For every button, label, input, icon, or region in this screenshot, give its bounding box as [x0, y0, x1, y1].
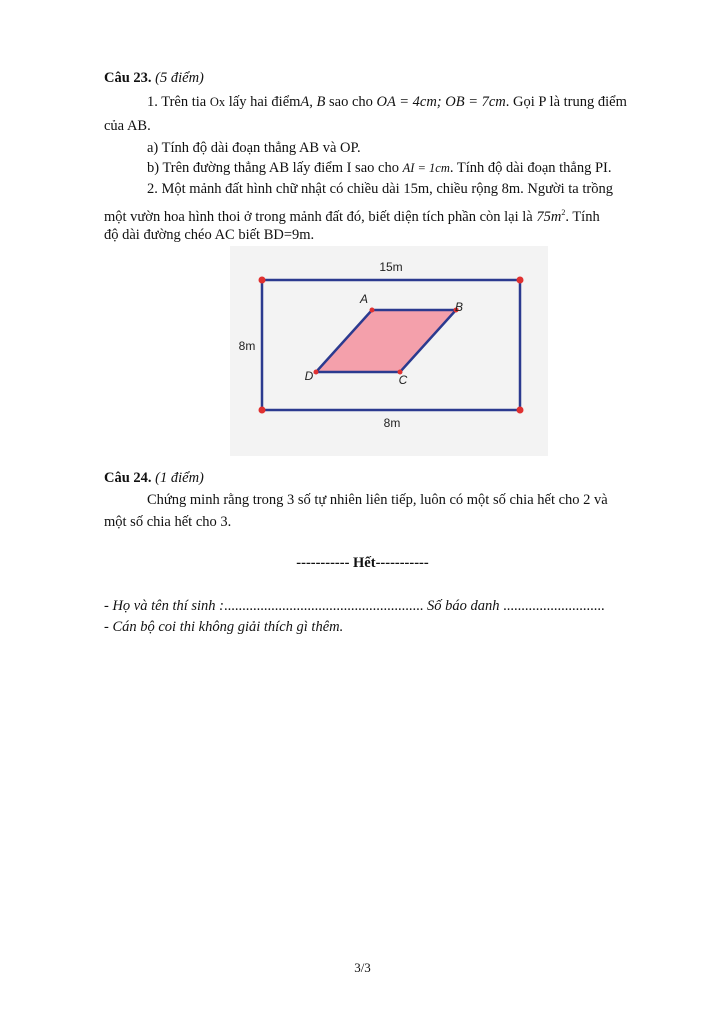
q24-points: (1 điểm)	[155, 470, 204, 486]
end-marker	[0, 554, 725, 572]
q23-points: (5 điểm)	[155, 70, 204, 86]
q23-p1-text-d: . Gọi P là trung điểm	[505, 94, 627, 110]
label-top-15m: 15m	[379, 260, 403, 274]
end-text: Hết	[353, 555, 376, 571]
footer-name-label: - Họ và tên thí sinh :	[104, 598, 225, 614]
footer-line2: - Cán bộ coi thi không giải thích gì thêm.	[104, 619, 344, 635]
footer-id-label: Số báo danh	[427, 598, 500, 614]
q23-part1-line2: của AB.	[104, 118, 151, 134]
q23-part2-line3: độ dài đường chéo AC biết BD=9m.	[104, 227, 315, 243]
point-d-dot	[314, 370, 319, 375]
q23-p1-ox: Ox	[209, 95, 226, 109]
figure-svg	[230, 246, 548, 456]
q23-part2-line1: 2. Một mảnh đất hình chữ nhật có chiều dài 15m, chiều rộng 8m. Người ta trồng	[147, 181, 613, 197]
corner-dot-bottom-left	[259, 407, 266, 414]
q23-p1-text-c: sao cho	[329, 94, 373, 110]
corner-dot-top-right	[517, 277, 524, 284]
footer-id-dots: ............................	[503, 598, 605, 614]
point-a-dot	[370, 308, 375, 313]
q23-label: Câu 23.	[104, 70, 152, 86]
q23-part2-line2	[104, 204, 600, 226]
label-point-a: A	[359, 292, 369, 306]
rhombus-shape	[316, 310, 456, 372]
corner-dot-bottom-right	[517, 407, 524, 414]
corner-dot-top-left	[259, 277, 266, 284]
q23-b-text-1: b) Trên đường thẳng AB lấy điểm I sao cho	[147, 160, 399, 176]
q23-p1-points-ab: A, B	[300, 94, 326, 110]
q23-p2-text-b: . Tính	[565, 208, 600, 225]
q23-part1-line1	[147, 93, 656, 111]
label-left-8m: 8m	[238, 339, 256, 353]
footer-line1	[104, 597, 656, 615]
label-point-c: C	[398, 373, 408, 387]
end-dashes-right: -----------	[375, 555, 429, 571]
q23-b-equation: AI = 1cm	[402, 161, 450, 175]
q23-p1-text-b: lấy hai điểm	[228, 94, 301, 110]
label-point-d: D	[304, 369, 314, 383]
label-bottom-8m: 8m	[383, 416, 401, 430]
q23-p2-text-a: một vườn hoa hình thoi ở trong mảnh đất đó, biết diện tích phần còn lại là	[104, 208, 533, 225]
label-point-b: B	[454, 300, 464, 314]
q24-label: Câu 24.	[104, 470, 152, 486]
q23-p1-text-a: 1. Trên tia	[147, 94, 207, 110]
q23-p2-area-sup: 2	[561, 208, 566, 217]
page-number: 3/3	[354, 960, 371, 975]
rectangle-rhombus-figure	[230, 246, 548, 456]
end-dashes-left: -----------	[296, 555, 350, 571]
q23-part-a: a) Tính độ dài đoạn thẳng AB và OP.	[147, 140, 361, 156]
q23-part-b	[147, 159, 612, 177]
q23-p2-area: 75m	[536, 208, 562, 225]
footer-name-dots: .......................................................	[224, 598, 424, 614]
q23-p1-equation: OA = 4cm; OB = 7cm	[376, 94, 506, 110]
q24-line1: Chứng minh rằng trong 3 số tự nhiên liên tiếp, luôn có một số chia hết cho 2 và	[147, 492, 608, 508]
q24-heading	[104, 469, 204, 487]
q24-line2: một số chia hết cho 3.	[104, 514, 232, 530]
q23-b-text-2: . Tính độ dài đoạn thẳng PI.	[449, 160, 612, 176]
q23-heading	[104, 69, 204, 87]
